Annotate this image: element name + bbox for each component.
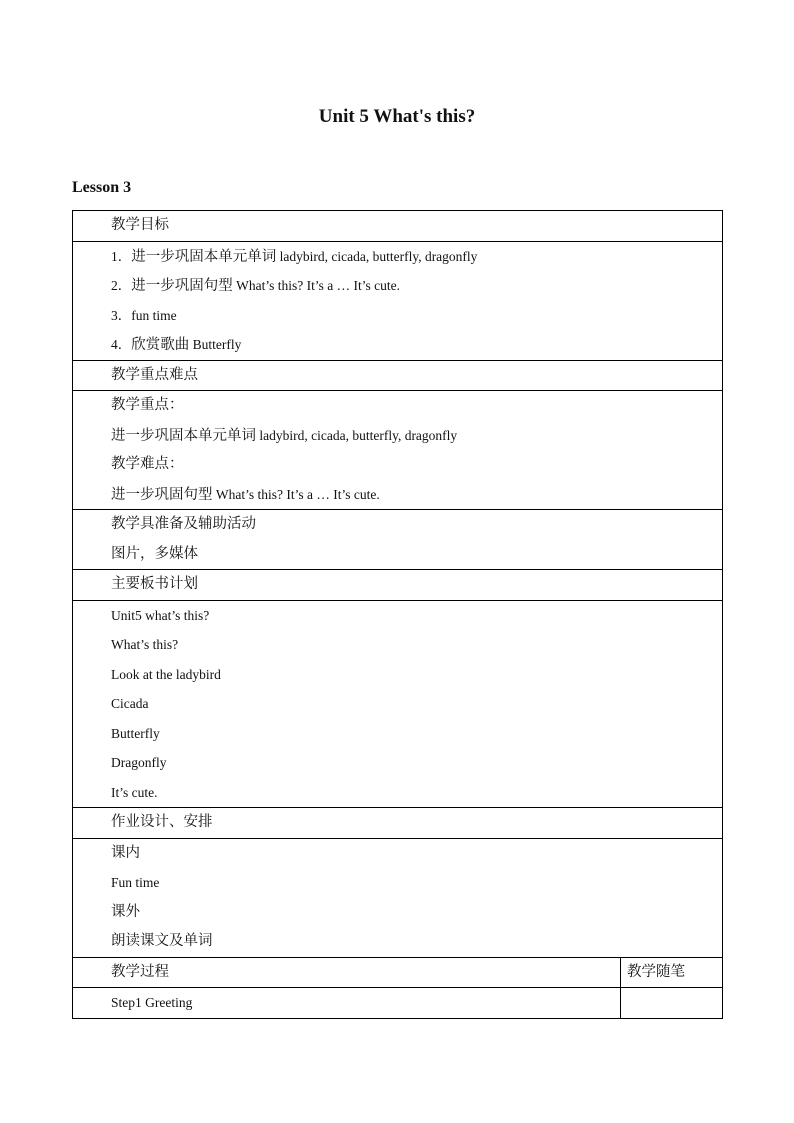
key-points-header-row: [73, 360, 723, 391]
difficulty-text: 进一步巩固句型 What’s this? It’s a … It’s cute.: [111, 486, 380, 503]
difficulty-label: 教学难点：: [111, 456, 184, 472]
board-plan-header: 主要板书计划: [73, 570, 723, 601]
notes-header: 教学随笔: [621, 957, 723, 988]
objective-item: 4．欣赏歌曲 Butterfly: [111, 337, 242, 353]
key-points-content-row: [73, 391, 723, 510]
materials-text: 图片，多媒体: [111, 545, 198, 562]
materials-content: [73, 510, 723, 570]
objective-item: 2．进一步巩固句型 What’s this? It’s a … It’s cute.: [111, 278, 400, 294]
focus-label: 教学重点：: [111, 397, 184, 413]
key-points-header: 教学重点难点: [73, 360, 723, 391]
board-line: Dragonfly: [111, 755, 167, 770]
board-line: It’s cute.: [111, 784, 158, 800]
process-header-row: [73, 957, 723, 988]
step-text: Step1 Greeting: [111, 995, 193, 1010]
materials-row: [73, 510, 723, 570]
in-class-text: Fun time: [111, 875, 160, 890]
key-points-content: [73, 391, 723, 510]
objective-item: 1．进一步巩固本单元单词 ladybird, cicada, butterfly, dragonfly: [111, 248, 478, 265]
after-class-label: 课外: [111, 903, 140, 920]
homework-content: [73, 838, 723, 957]
homework-content-row: [73, 838, 723, 957]
board-line: Cicada: [111, 696, 149, 711]
board-plan-content-row: [73, 600, 723, 808]
notes-content: [621, 988, 723, 1019]
board-line: Butterfly: [111, 725, 160, 741]
homework-header: 作业设计、安排: [73, 808, 723, 839]
homework-header-row: [73, 808, 723, 839]
page-title: Unit 5 What's this?: [318, 106, 476, 127]
objectives-content-row: [73, 241, 723, 360]
board-plan-content: [73, 600, 723, 808]
board-line: Look at the ladybird: [111, 666, 221, 682]
in-class-label: 课内: [111, 844, 140, 861]
objectives-content: [73, 241, 723, 360]
board-line: What’s this?: [111, 637, 179, 652]
after-class-text: 朗读课文及单词: [111, 933, 213, 949]
objectives-header: 教学目标: [73, 211, 723, 242]
focus-text: 进一步巩固本单元单词 ladybird, cicada, butterfly, dragonfly: [111, 427, 458, 444]
board-plan-header-row: [73, 570, 723, 601]
process-content: [73, 988, 621, 1019]
process-header: 教学过程: [73, 957, 621, 988]
board-line: Unit5 what’s this?: [111, 607, 210, 623]
objective-item: 3．fun time: [111, 307, 177, 323]
lesson-heading: Lesson 3: [72, 179, 132, 196]
lesson-plan-table: [72, 210, 723, 1019]
objectives-header-row: [73, 211, 723, 242]
materials-header: 教学具准备及辅助活动: [111, 516, 256, 532]
process-content-row: [73, 988, 723, 1019]
